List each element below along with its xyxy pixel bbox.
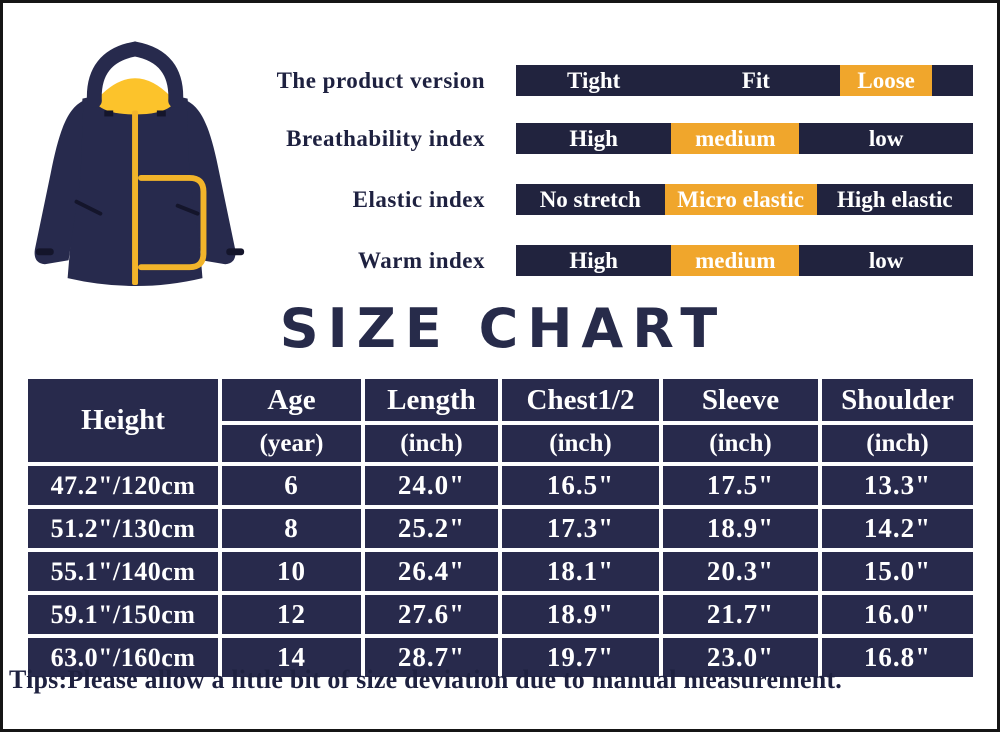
bar-option-loose-highlighted: Loose [840, 65, 931, 96]
cell-height: 47.2"/120cm [26, 464, 220, 507]
attribute-label: The product version [276, 68, 485, 93]
table-row [26, 464, 975, 507]
col-unit-length: (inch) [363, 423, 500, 464]
table-row [26, 507, 975, 550]
bar-option-high: High [569, 125, 618, 151]
col-unit-chest: (inch) [500, 423, 661, 464]
bar-option-no-stretch: No stretch [539, 186, 641, 212]
cell-shoulder: 16.8" [820, 636, 975, 679]
cell-sleeve: 21.7" [661, 593, 820, 636]
bar-filler [932, 65, 973, 96]
tips-note: Tips:Please allow a little bit of size deviation due to manual measurement. [9, 665, 842, 694]
elastic-scale-bar [516, 184, 973, 215]
bar-option-medium-highlighted: medium [671, 123, 799, 154]
warm-scale-bar [516, 245, 973, 276]
cell-shoulder: 14.2" [820, 507, 975, 550]
bar-option-low: low [868, 125, 904, 151]
cell-chest: 18.1" [500, 550, 661, 593]
attribute-label: Breathability index [286, 126, 485, 151]
col-unit-shoulder: (inch) [820, 423, 975, 464]
bar-option-tight: Tight [567, 67, 621, 93]
bar-option-fit: Fit [741, 67, 770, 93]
col-header-length: Length [363, 377, 500, 423]
bar-option-low: low [868, 247, 904, 273]
fit-scale-bar [516, 65, 973, 96]
col-header-sleeve: Sleeve [661, 377, 820, 423]
cell-length: 27.6" [363, 593, 500, 636]
cell-shoulder: 13.3" [820, 464, 975, 507]
size-table [24, 375, 977, 681]
breathability-scale-bar [516, 123, 973, 154]
cell-age: 14 [220, 636, 363, 679]
cell-sleeve: 18.9" [661, 507, 820, 550]
cell-sleeve: 17.5" [661, 464, 820, 507]
cell-height: 63.0"/160cm [26, 636, 220, 679]
bar-option-high-elastic: High elastic [837, 186, 953, 212]
cell-height: 51.2"/130cm [26, 507, 220, 550]
cell-age: 12 [220, 593, 363, 636]
bar-option-high: High [569, 247, 618, 273]
cell-chest: 19.7" [500, 636, 661, 679]
cell-length: 25.2" [363, 507, 500, 550]
cell-length: 24.0" [363, 464, 500, 507]
cell-age: 8 [220, 507, 363, 550]
cell-sleeve: 20.3" [661, 550, 820, 593]
attribute-row-product-version [3, 65, 1000, 96]
cell-chest: 18.9" [500, 593, 661, 636]
cell-chest: 17.3" [500, 507, 661, 550]
size-chart-title: SIZE CHART [279, 297, 727, 360]
cell-age: 10 [220, 550, 363, 593]
col-header-chest: Chest1/2 [500, 377, 661, 423]
cell-shoulder: 16.0" [820, 593, 975, 636]
attribute-label: Warm index [357, 248, 485, 273]
cell-height: 55.1"/140cm [26, 550, 220, 593]
attribute-label: Elastic index [352, 187, 485, 212]
col-unit-sleeve: (inch) [661, 423, 820, 464]
col-unit-age: (year) [220, 423, 363, 464]
attribute-row-breathability [3, 123, 1000, 154]
cell-sleeve: 23.0" [661, 636, 820, 679]
cell-height: 59.1"/150cm [26, 593, 220, 636]
col-header-height: Height [26, 377, 220, 464]
table-row [26, 550, 975, 593]
attribute-row-warm [3, 245, 1000, 276]
attribute-row-elastic [3, 184, 1000, 215]
col-header-age: Age [220, 377, 363, 423]
cell-shoulder: 15.0" [820, 550, 975, 593]
cell-length: 26.4" [363, 550, 500, 593]
bar-option-micro-elastic-highlighted: Micro elastic [665, 184, 817, 215]
cell-age: 6 [220, 464, 363, 507]
col-header-shoulder: Shoulder [820, 377, 975, 423]
bar-option-medium-highlighted: medium [671, 245, 799, 276]
table-row [26, 593, 975, 636]
cell-chest: 16.5" [500, 464, 661, 507]
cell-length: 28.7" [363, 636, 500, 679]
